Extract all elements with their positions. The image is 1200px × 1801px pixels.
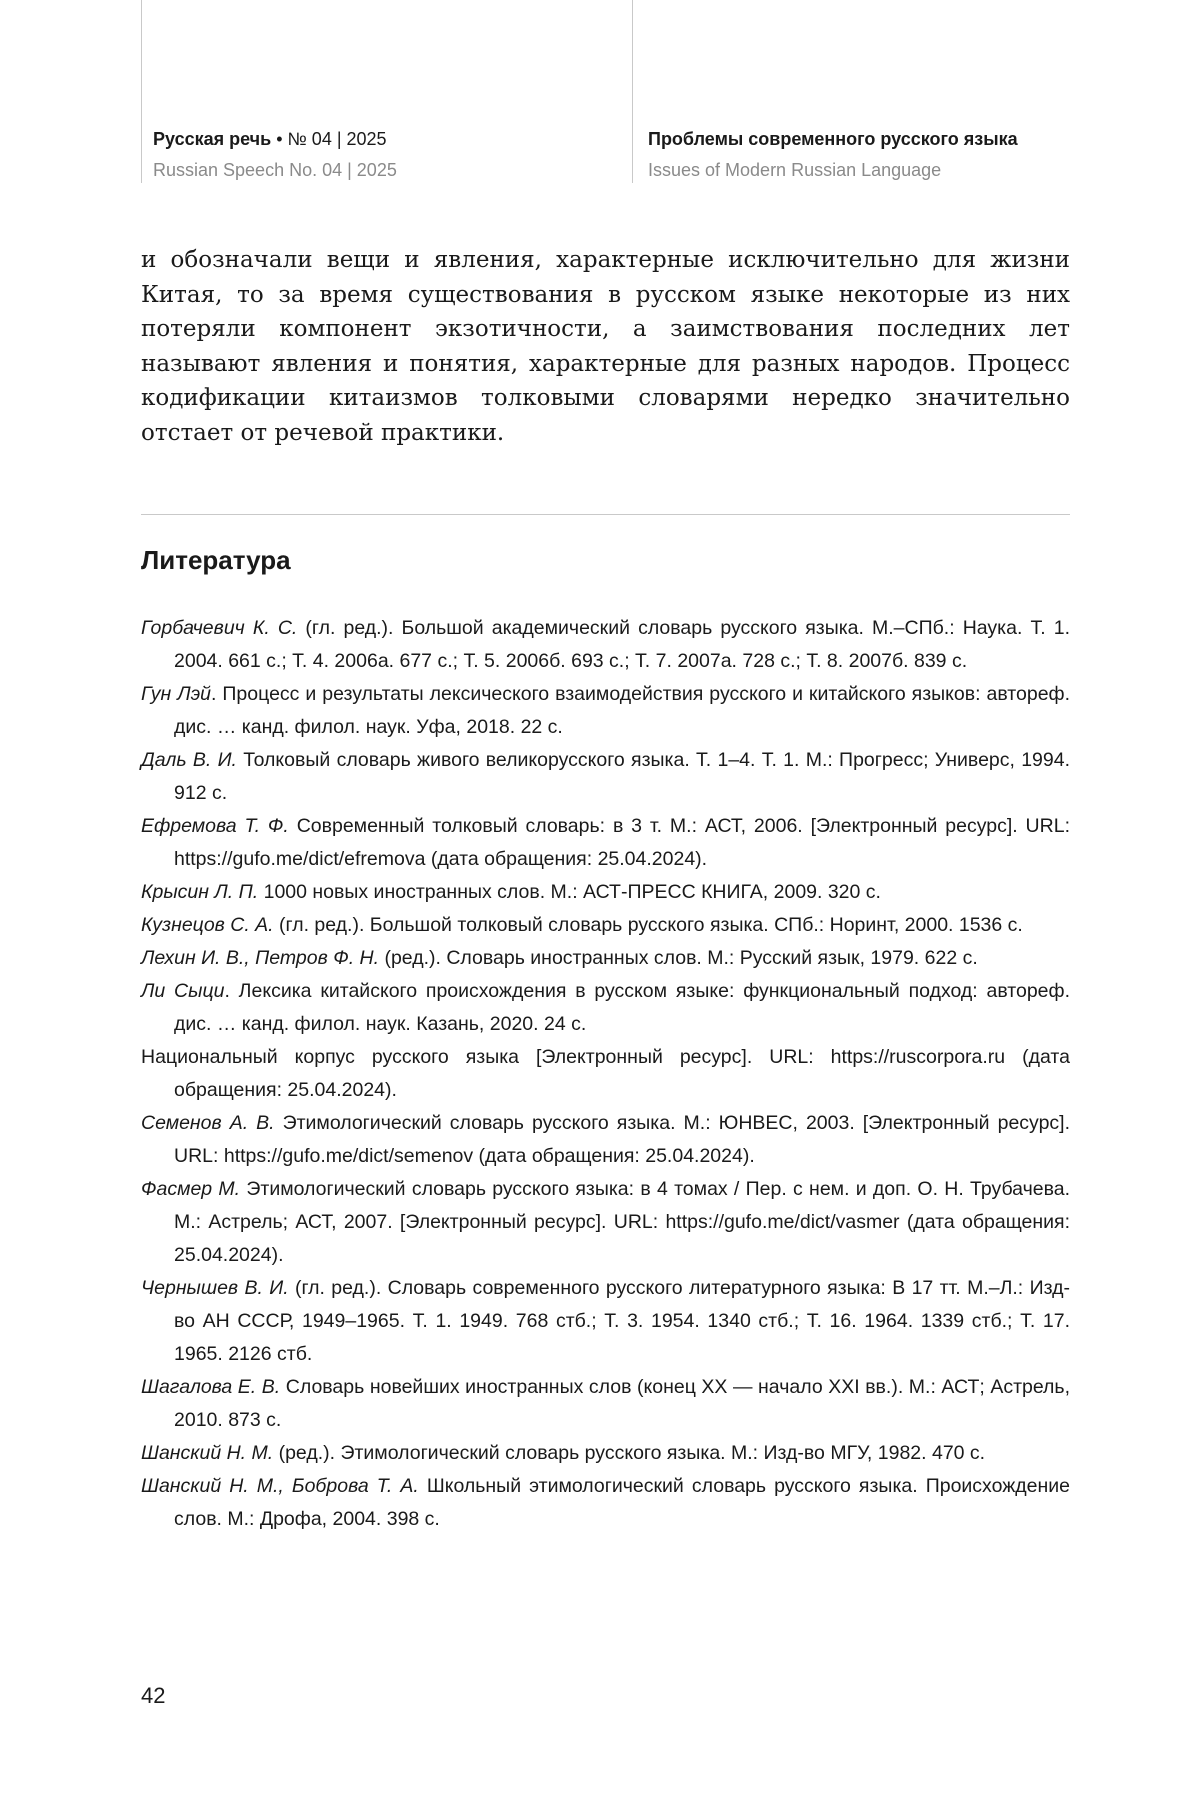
journal-title	[153, 124, 397, 155]
reference-item	[141, 1371, 1070, 1437]
reference-author: Чернышев В. И.	[141, 1277, 289, 1299]
reference-item	[141, 975, 1070, 1041]
section-divider	[141, 514, 1070, 515]
reference-text: (ред.). Словарь иностранных слов. М.: Русский язык, 1979. 622 с.	[379, 947, 978, 969]
reference-text: Этимологический словарь русского языка. М.: ЮНВЕС, 2003. [Электронный ресурс]. URL: https://gufo.me/dict/semenov (дата обращения: 25.04.2024).	[174, 1112, 1070, 1167]
body-paragraph: и обозначали вещи и явления, характерные исключительно для жизни Китая, то за время существования в русском языке некоторые из них потеряли компонент экзотичности, а заимствования последних лет называют явления и понятия, характерные для разных народов. Процесс кодификации китаизмов толковыми словарями нередко значительно отстает от речевой практики.	[141, 247, 1070, 446]
reference-item	[141, 678, 1070, 744]
reference-author: Ефремова Т. Ф.	[141, 815, 289, 837]
reference-author: Семенов А. В.	[141, 1112, 275, 1134]
reference-item	[141, 612, 1070, 678]
reference-text: Толковый словарь живого великорусского языка. Т. 1–4. Т. 1. М.: Прогресс; Универс, 1994. 912 с.	[174, 749, 1071, 804]
reference-text: Словарь новейших иностранных слов (конец XX — начало XXI вв.). М.: АСТ; Астрель, 2010. 873 с.	[174, 1376, 1071, 1431]
reference-item	[141, 744, 1070, 810]
reference-text: (гл. ред.). Большой толковый словарь русского языка. СПб.: Норинт, 2000. 1536 с.	[273, 914, 1023, 936]
reference-text: (гл. ред.). Словарь современного русского литературного языка: В 17 тт. М.–Л.: Изд-во АН СССР, 1949–1965. Т. 1. 1949. 768 стб.; Т. 3. 1954. 1340 стб.; Т. 16. 1964. 1339 стб.; Т. 17. 1965. 2126 стб.	[174, 1277, 1070, 1365]
section-name-en: Issues of Modern Russian Language	[648, 160, 942, 180]
reference-text: (ред.). Этимологический словарь русского языка. М.: Изд-во МГУ, 1982. 470 с.	[273, 1442, 986, 1464]
references-title: Литература	[141, 545, 291, 575]
reference-item	[141, 1272, 1070, 1371]
reference-author: Шанский Н. М.	[141, 1442, 274, 1464]
journal-title-en: Russian Speech No. 04 | 2025	[153, 160, 397, 180]
page-number: 42	[141, 1683, 166, 1708]
reference-text: Школьный этимологический словарь русского языка. Происхождение слов. М.: Дрофа, 2004. 398 с.	[174, 1475, 1070, 1530]
reference-item	[141, 1107, 1070, 1173]
reference-author: Гун Лэй	[141, 683, 212, 705]
header-divider-right	[632, 0, 633, 183]
journal-header	[153, 124, 397, 186]
section-name: Проблемы современного русского языка	[648, 129, 1018, 149]
reference-author: Кузнецов С. А.	[141, 914, 274, 936]
journal-name: Русская речь	[153, 129, 272, 149]
reference-author: Ли Сыци	[141, 980, 225, 1002]
reference-item	[141, 909, 1070, 942]
reference-author: Крысин Л. П.	[141, 881, 259, 903]
reference-item	[141, 1173, 1070, 1272]
reference-text: Современный толковый словарь: в 3 т. М.: АСТ, 2006. [Электронный ресурс]. URL: https://gufo.me/dict/efremova (дата обращения: 25.04.2024).	[174, 815, 1070, 870]
reference-text: Национальный корпус русского языка [Электронный ресурс]. URL: https://ruscorpora.ru (дата обращения: 25.04.2024).	[141, 1046, 1070, 1101]
reference-text: Этимологический словарь русского языка: в 4 томах / Пер. с нем. и доп. О. Н. Трубачева. М.: Астрель; АСТ, 2007. [Электронный ресурс]. URL: https://gufo.me/dict/vasmer (дата обращения: 25.04.2024).	[174, 1178, 1070, 1266]
reference-author: Фасмер М.	[141, 1178, 241, 1200]
references-list	[141, 612, 1070, 1536]
reference-item	[141, 810, 1070, 876]
reference-author: Шагалова Е. В.	[141, 1376, 281, 1398]
header-divider-left	[141, 0, 142, 183]
reference-item	[141, 1470, 1070, 1536]
reference-item	[141, 1041, 1070, 1107]
reference-text: 1000 новых иностранных слов. М.: АСТ-ПРЕСС КНИГА, 2009. 320 с.	[258, 881, 881, 903]
reference-author: Лехин И. В., Петров Ф. Н.	[141, 947, 380, 969]
journal-issue: • № 04 | 2025	[271, 129, 387, 149]
reference-text: . Лексика китайского происхождения в русском языке: функциональный подход: автореф. дис. … канд. филол. наук. Казань, 2020. 24 с.	[174, 980, 1070, 1035]
reference-author: Горбачевич К. С.	[141, 617, 298, 639]
reference-author: Даль В. И.	[141, 749, 237, 771]
reference-item	[141, 942, 1070, 975]
section-header	[648, 124, 1018, 186]
reference-text: . Процесс и результаты лексического взаимодействия русского и китайского языков: автореф. дис. … канд. филол. наук. Уфа, 2018. 22 с.	[174, 683, 1071, 738]
reference-item	[141, 876, 1070, 909]
reference-text: (гл. ред.). Большой академический словарь русского языка. М.–СПб.: Наука. Т. 1. 2004. 661 с.; Т. 4. 2006а. 677 с.; Т. 5. 2006б. 693 с.; Т. 7. 2007а. 728 с.; Т. 8. 2007б. 839 с.	[174, 617, 1070, 672]
reference-author: Шанский Н. М., Боброва Т. А.	[141, 1475, 419, 1497]
reference-item	[141, 1437, 1070, 1470]
